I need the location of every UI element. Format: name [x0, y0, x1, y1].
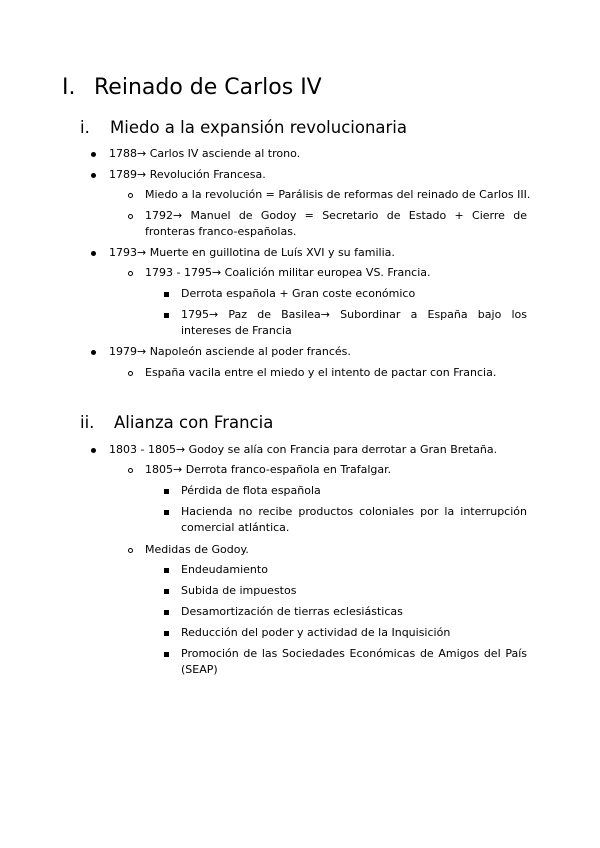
- bullet-square: [164, 568, 169, 573]
- list-item: 1793→ Muerte en guillotina de Luís XVI y su familia.: [109, 246, 395, 259]
- list-item: 1803 - 1805→ Godoy se alía con Francia para derrotar a Gran Bretaña.: [109, 443, 498, 456]
- list-item: 1788→ Carlos IV asciende al trono.: [109, 147, 301, 160]
- list-item: Endeudamiento: [181, 563, 268, 576]
- list-item: 1979→ Napoleón asciende al poder francés.: [109, 345, 351, 358]
- list-item: 1792→ Manuel de Godoy = Secretario de Estado + Cierre de fronteras franco-españolas.: [145, 209, 527, 238]
- bullet-square: [164, 589, 169, 594]
- list-item: 1795→ Paz de Basilea→ Subordinar a España bajo los intereses de Francia: [181, 308, 527, 337]
- bullet-square: [164, 510, 169, 515]
- list-item: Desamortización de tierras eclesiásticas: [181, 605, 403, 618]
- bullet-circle: [128, 371, 133, 376]
- list-item: Reducción del poder y actividad de la Inquisición: [181, 626, 451, 639]
- subsection-title: Miedo a la expansión revolucionaria: [110, 118, 407, 137]
- subsection-heading: [80, 117, 407, 139]
- list-item: 1793 - 1795→ Coalición militar europea VS. Francia.: [145, 266, 431, 279]
- bullet-square: [164, 489, 169, 494]
- bullet-square: [164, 313, 169, 318]
- bullet-disc: [91, 350, 96, 355]
- bullet-circle: [128, 548, 133, 553]
- subsection-title: Alianza con Francia: [114, 413, 274, 432]
- list-item: Pérdida de flota española: [181, 484, 321, 497]
- subsection-number: ii.: [80, 413, 95, 432]
- bullet-circle: [128, 214, 133, 219]
- list-item: Miedo a la revolución = Parálisis de reformas del reinado de Carlos III.: [145, 188, 531, 201]
- list-item: Derrota española + Gran coste económico: [181, 287, 416, 300]
- section-title: Reinado de Carlos IV: [94, 75, 322, 100]
- bullet-square: [164, 610, 169, 615]
- bullet-disc: [91, 251, 96, 256]
- bullet-circle: [128, 468, 133, 473]
- bullet-disc: [91, 152, 96, 157]
- bullet-circle: [128, 193, 133, 198]
- subsection-heading: [80, 412, 273, 434]
- list-item: 1805→ Derrota franco-española en Trafalgar.: [145, 463, 392, 476]
- list-item: Promoción de las Sociedades Económicas de Amigos del País (SEAP): [181, 647, 527, 676]
- list-item: 1789→ Revolución Francesa.: [109, 168, 266, 181]
- section-heading: [62, 74, 322, 102]
- bullet-disc: [91, 173, 96, 178]
- list-item: España vacila entre el miedo y el intento de pactar con Francia.: [145, 366, 497, 379]
- bullet-circle: [128, 271, 133, 276]
- list-item: Medidas de Godoy.: [145, 543, 249, 556]
- section-number: I.: [62, 75, 76, 100]
- list-item: Hacienda no recibe productos coloniales por la interrupción comercial atlántica.: [181, 505, 527, 534]
- bullet-square: [164, 652, 169, 657]
- bullet-disc: [91, 448, 96, 453]
- bullet-square: [164, 631, 169, 636]
- bullet-square: [164, 292, 169, 297]
- subsection-number: i.: [80, 118, 90, 137]
- list-item: Subida de impuestos: [181, 584, 297, 597]
